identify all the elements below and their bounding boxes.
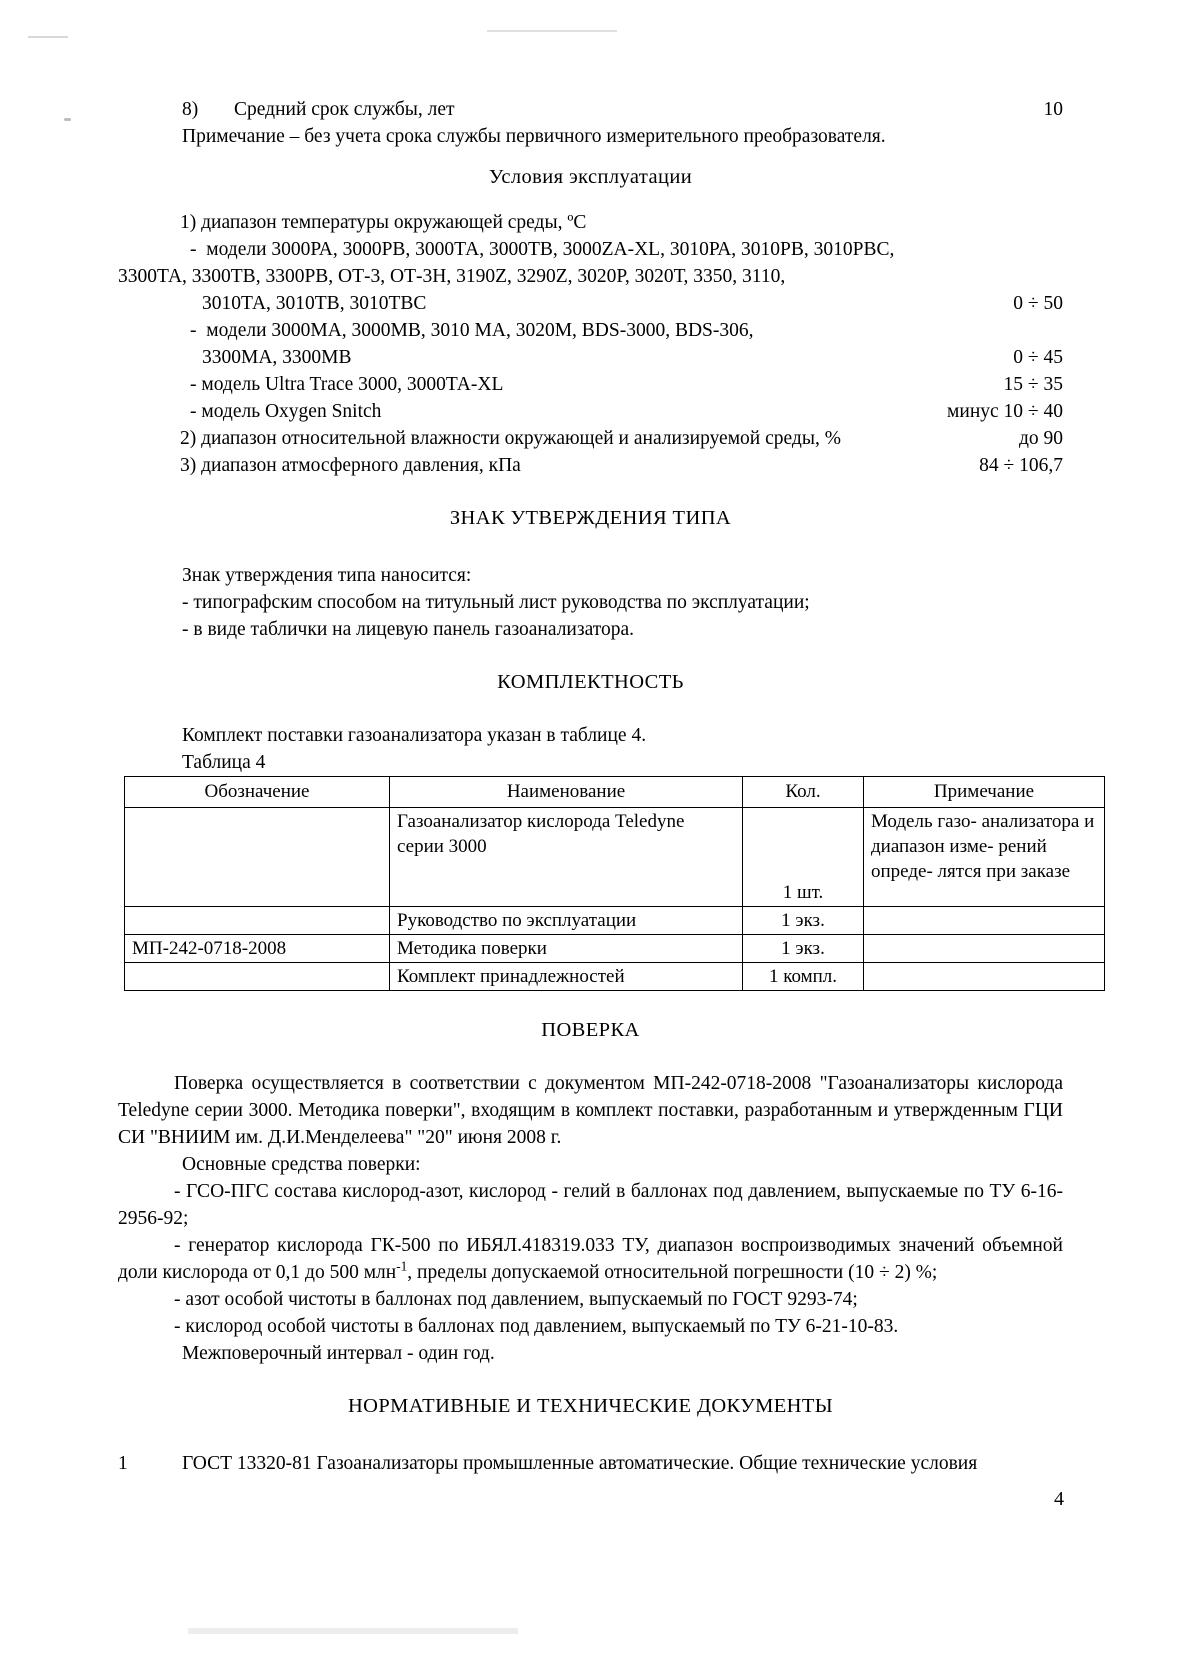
pressure-label: 3) диапазон атмосферного давления, кПа	[180, 455, 521, 476]
type-approval-heading: ЗНАК УТВЕРЖДЕНИЯ ТИПА	[449, 507, 732, 529]
normative-documents-heading: НОРМАТИВНЫЕ И ТЕХНИЧЕСКИЕ ДОКУМЕНТЫ	[347, 1395, 834, 1417]
temp-group-2-line-1: - модели 3000МА, 3000МВ, 3010 МА, 3020М, BDS-3000, BDS-306,	[190, 320, 754, 341]
cell-designation	[125, 907, 390, 935]
completeness-lead: Комплект поставки газоанализатора указан в таблице 4.	[182, 725, 647, 746]
scan-artifact	[28, 36, 68, 38]
temp-group-2-line-2: 3300МА, 3300МВ	[202, 347, 352, 368]
temp-group-1-line-1: - модели 3000РА, 3000РВ, 3000ТА, 3000ТВ, 3000ZA-XL, 3010РА, 3010РВ, 3010РВС,	[190, 239, 895, 260]
cell-note	[864, 907, 1105, 935]
page-content	[118, 96, 1095, 1477]
humidity-value: до 90	[1018, 428, 1063, 449]
verification-means-item-1: - ГСО-ПГС состава кислород-азот, кислород - гелий в баллонах под давлением, выпускаемые по ТУ 6-16-2956-92;	[118, 1181, 1063, 1229]
cell-qty: 1 компл.	[743, 963, 864, 991]
scan-artifact	[487, 30, 617, 32]
cell-designation	[125, 963, 390, 991]
column-header-designation: Обозначение	[125, 777, 390, 808]
service-life-number: 8)	[182, 99, 199, 120]
cell-designation	[125, 808, 390, 907]
temp-group-1-row-3	[118, 290, 1063, 317]
cell-name: Комплект принадлежностей	[390, 963, 743, 991]
service-life-value: 10	[1043, 99, 1063, 120]
humidity-row	[118, 425, 1063, 452]
table-row	[125, 907, 1105, 935]
verification-generator-item	[118, 1232, 1063, 1286]
scan-artifact	[188, 1628, 518, 1634]
column-header-note: Примечание	[864, 777, 1105, 808]
temp-group-4-row	[118, 398, 1063, 425]
service-life-label: Средний срок службы, лет	[234, 99, 455, 120]
completeness-table	[124, 776, 1105, 991]
column-header-qty: Кол.	[743, 777, 864, 808]
cell-qty: 1 шт.	[743, 808, 864, 907]
temp-group-3-value: 15 ÷ 35	[1003, 374, 1063, 395]
verification-heading: ПОВЕРКА	[541, 1019, 640, 1041]
cell-qty: 1 экз.	[743, 935, 864, 963]
temp-group-2-row-2	[118, 344, 1063, 371]
cell-name: Методика поверки	[390, 935, 743, 963]
table-row	[125, 808, 1105, 907]
completeness-heading: КОМПЛЕКТНОСТЬ	[497, 671, 684, 693]
cell-name: Газоанализатор кислорода Teledyne серии 3000	[390, 808, 743, 907]
verification-means-intro: Основные средства поверки:	[182, 1154, 421, 1175]
pressure-row	[118, 452, 1063, 479]
operating-conditions-heading: Условия эксплуатации	[488, 166, 693, 188]
cell-name: Руководство по эксплуатации	[390, 907, 743, 935]
normative-item-number: 1	[118, 1453, 128, 1474]
service-life-row	[118, 96, 1063, 123]
type-approval-item-1: - типографским способом на титульный лист руководства по эксплуатации;	[182, 592, 810, 613]
table-header-row	[125, 777, 1105, 808]
cell-qty: 1 экз.	[743, 907, 864, 935]
humidity-label: 2) диапазон относительной влажности окружающей и анализируемой среды, %	[180, 428, 841, 449]
temperature-range-label: 1) диапазон температуры окружающей среды, ºС	[180, 212, 587, 233]
verification-means-item-2: - азот особой чистоты в баллонах под давлением, выпускаемый по ГОСТ 9293-74;	[174, 1289, 858, 1310]
temp-group-3-row	[118, 371, 1063, 398]
cell-note	[864, 963, 1105, 991]
type-approval-intro: Знак утверждения типа наносится:	[182, 565, 472, 586]
cell-note: Модель газо- анализатора и диапазон изме- рений опреде- лятся при заказе	[864, 808, 1105, 907]
generator-superscript: -1	[396, 1258, 408, 1274]
temp-group-1-value: 0 ÷ 50	[1013, 293, 1063, 314]
temp-group-4-line-1: - модель Oxygen Snitch	[190, 401, 382, 422]
table-row	[125, 963, 1105, 991]
scan-artifact	[64, 118, 71, 121]
verification-means-item-3: - кислород особой чистоты в баллонах под давлением, выпускаемый по ТУ 6-21-10-83.	[174, 1316, 899, 1337]
cell-designation: МП-242-0718-2008	[125, 935, 390, 963]
cell-note	[864, 935, 1105, 963]
table-caption: Таблица 4	[182, 752, 266, 773]
type-approval-item-2: - в виде таблички на лицевую панель газоанализатора.	[182, 619, 635, 640]
service-life-note: Примечание – без учета срока службы первичного измерительного преобразователя.	[182, 126, 886, 147]
generator-text-part2: , пределы допускаемой относительной погрешности (10 ÷ 2) %;	[407, 1262, 938, 1283]
temp-group-1-line-2: 3300ТА, 3300ТВ, 3300РВ, ОТ-3, ОТ-3Н, 3190Z, 3290Z, 3020Р, 3020Т, 3350, 3110,	[118, 266, 786, 287]
normative-item-text: ГОСТ 13320-81 Газоанализаторы промышленные автоматические. Общие технические условия	[182, 1453, 978, 1474]
verification-paragraph: Поверка осуществляется в соответствии с документом МП-242-0718-2008 "Газоанализаторы кислорода Teledyne серии 3000. Методика поверки", входящим в комплект поставки, разработанным и утвержденным ГЦИ СИ "ВНИИМ им. Д.И.Менделеева" "20" июня 2008 г.	[118, 1073, 1063, 1148]
pressure-value: 84 ÷ 106,7	[979, 455, 1063, 476]
temp-group-2-value: 0 ÷ 45	[1013, 347, 1063, 368]
page-number: 4	[1054, 1488, 1064, 1510]
temp-group-4-value: минус 10 ÷ 40	[947, 401, 1063, 422]
temp-group-1-line-3: 3010ТА, 3010ТВ, 3010ТВС	[202, 293, 427, 314]
temp-group-3-line-1: - модель Ultra Trace 3000, 3000ТА-XL	[190, 374, 504, 395]
column-header-name: Наименование	[390, 777, 743, 808]
normative-document-item	[118, 1450, 1063, 1477]
table-row	[125, 935, 1105, 963]
verification-interval: Межповерочный интервал - один год.	[182, 1343, 495, 1364]
generator-text-part1: - генератор кислорода ГК-500 по ИБЯЛ.418319.033 ТУ, диапазон воспроизводимых значений объемной доли кислорода от 0,1 до 500 млн	[118, 1235, 1063, 1283]
